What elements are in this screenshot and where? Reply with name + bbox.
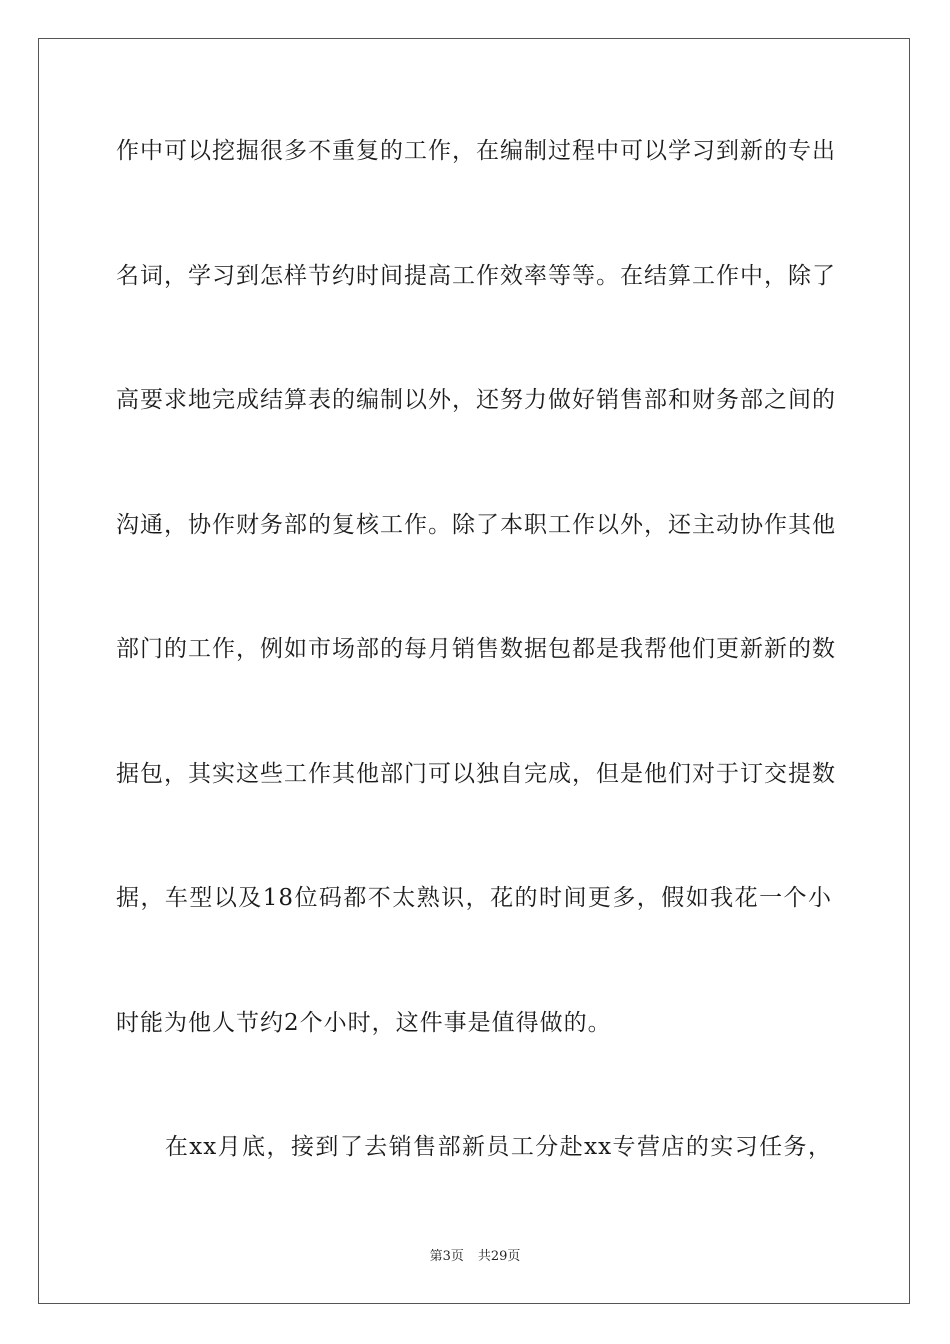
paragraph-line: 在xx月底，接到了去销售部新员工分赴xx专营店的实习任务， bbox=[116, 1134, 832, 1160]
paragraph-line: 据，车型以及18位码都不太熟识，花的时间更多，假如我花一个小 bbox=[116, 885, 832, 911]
page-border bbox=[38, 38, 910, 1304]
paragraph-line: 部门的工作，例如市场部的每月销售数据包都是我帮他们更新新的数 bbox=[116, 636, 836, 662]
paragraph-line: 作中可以挖掘很多不重复的工作，在编制过程中可以学习到新的专出 bbox=[116, 138, 836, 164]
paragraph-line: 时能为他人节约2个小时，这件事是值得做的。 bbox=[116, 1010, 612, 1036]
paragraph-line: 名词，学习到怎样节约时间提高工作效率等等。在结算工作中，除了 bbox=[116, 263, 836, 289]
page-total: 共29页 bbox=[477, 1249, 521, 1264]
page-number: 第3页 bbox=[429, 1249, 464, 1264]
page-footer bbox=[0, 1248, 950, 1266]
paragraph-line: 沟通，协作财务部的复核工作。除了本职工作以外，还主动协作其他 bbox=[116, 512, 836, 538]
paragraph-line: 高要求地完成结算表的编制以外，还努力做好销售部和财务部之间的 bbox=[116, 387, 836, 413]
paragraph-line: 据包，其实这些工作其他部门可以独自完成，但是他们对于订交提数 bbox=[116, 761, 836, 787]
